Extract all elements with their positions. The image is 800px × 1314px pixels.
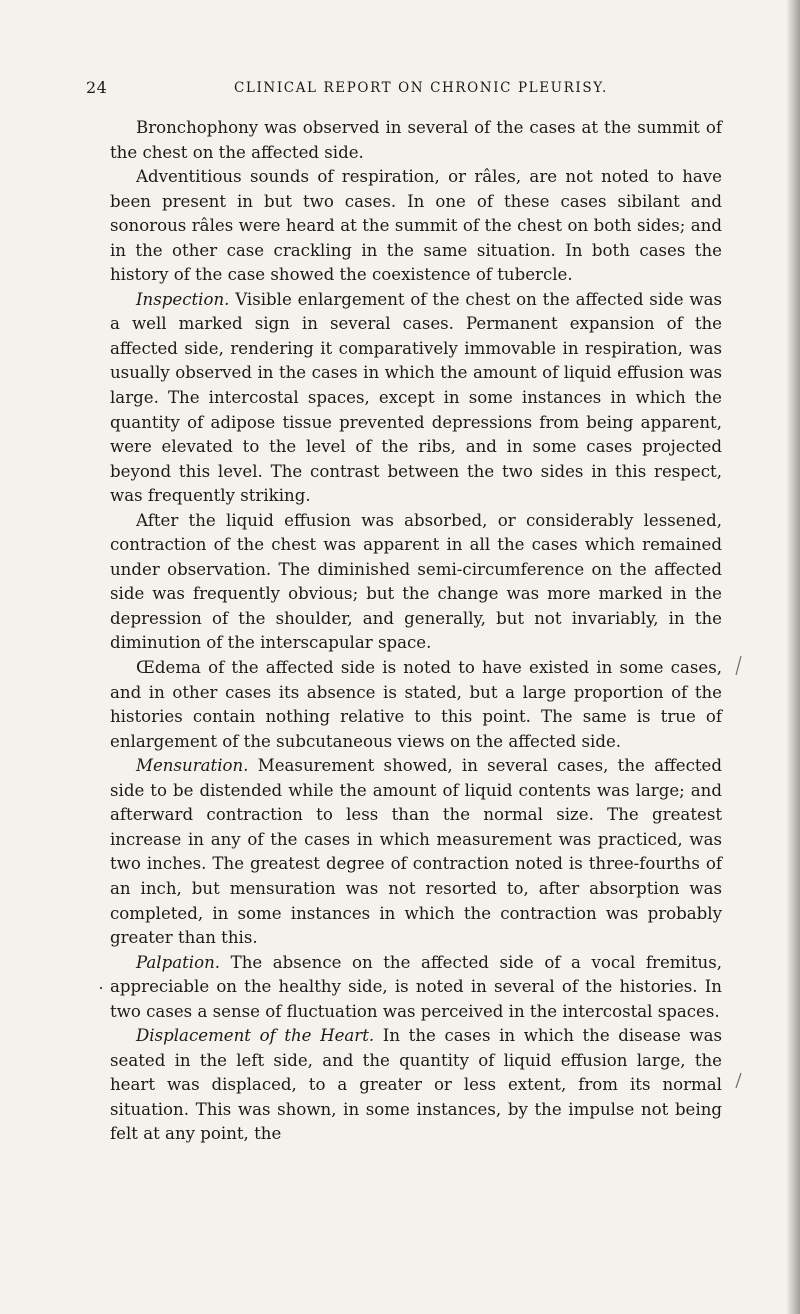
- paragraph: [110, 509, 722, 656]
- paragraph-text: Œdema of the affected side is noted to have existed in some cases, and in other cases its absence is stated, but a large proportion of the histories contain nothing relative to this point. The same is true of enlargement of the subcutaneous views on the affected side.: [110, 658, 722, 751]
- page-edge-shadow: [786, 0, 800, 1314]
- paragraph-text: In the cases in which the disease was seated in the left side, and the quantity of liquid effusion large, the heart was displaced, to a greater or less extent, from its normal situation. This was shown, in some instances, by the impulse not being felt at any point, the: [110, 1026, 722, 1144]
- page-header: [86, 78, 726, 100]
- margin-pencil-mark: [733, 655, 743, 677]
- paragraph-text: The absence on the affected side of a vocal fremitus, appreciable on the healthy side, is noted in several of the histories. In two cases a sense of fluctuation was perceived in the intercostal spaces.: [110, 952, 722, 1021]
- section-heading-mensuration: Mensuration.: [136, 756, 249, 776]
- paragraph: [110, 288, 722, 509]
- section-heading-displacement: Displacement of the Heart.: [136, 1026, 375, 1046]
- body-text: [110, 116, 722, 1147]
- section-heading-inspection: Inspection.: [136, 289, 230, 309]
- paragraph-text: After the liquid effusion was absorbed, or considerably lessened, contraction of the chest was apparent in all the cases which remained under observation. The diminished semi-circumference on the affected side was frequently obvious; but the change was more marked in the depression of the shoulder, and generally, but not invariably, in the diminution of the interscapular space.: [110, 510, 722, 653]
- paragraph: [110, 656, 722, 754]
- paragraph: [110, 754, 722, 950]
- paragraph-text: Adventitious sounds of respiration, or râles, are not noted to have been present in but two cases. In one of these cases sibilant and sonorous râles were heard at the summit of the chest on both sides; and in the other case crackling in the same situation. In both cases the history of the case showed the coexistence of tubercle.: [110, 167, 722, 285]
- margin-pencil-mark: [733, 1072, 743, 1090]
- paragraph: [110, 1024, 722, 1147]
- section-heading-palpation: Palpation.: [136, 952, 221, 972]
- paragraph-text: Visible enlargement of the chest on the affected side was a well marked sign in several cases. Permanent expansion of the affected side, rendering it comparatively immovable in respiration, was usually observed in the cases in which the amount of liquid effusion was large. The intercostal spaces, except in some instances in which the quantity of adipose tissue prevented depressions from being apparent, were elevated to the level of the ribs, and in some cases projected beyond this level. The contrast between the two sides in this respect, was frequently striking.: [110, 289, 722, 506]
- running-head: CLINICAL REPORT ON CHRONIC PLEURISY.: [234, 80, 608, 96]
- paragraph-text: Measurement showed, in several cases, the affected side to be distended while the amount of liquid contents was large; and afterward contraction to less than the normal size. The greatest increase in any of the cases in which measurement was practiced, was two inches. The greatest degree of contraction noted is three-fourths of an inch, but mensuration was not resorted to, after absorption was completed, in some instances in which the contraction was probably greater than this.: [110, 756, 722, 948]
- paragraph: [110, 951, 722, 1025]
- paragraph-text: Bronchophony was observed in several of the cases at the summit of the chest on the affected side.: [110, 118, 722, 162]
- paragraph: [110, 165, 722, 288]
- page-number: 24: [86, 78, 108, 97]
- margin-dot-mark: [98, 985, 104, 991]
- paragraph: [110, 116, 722, 165]
